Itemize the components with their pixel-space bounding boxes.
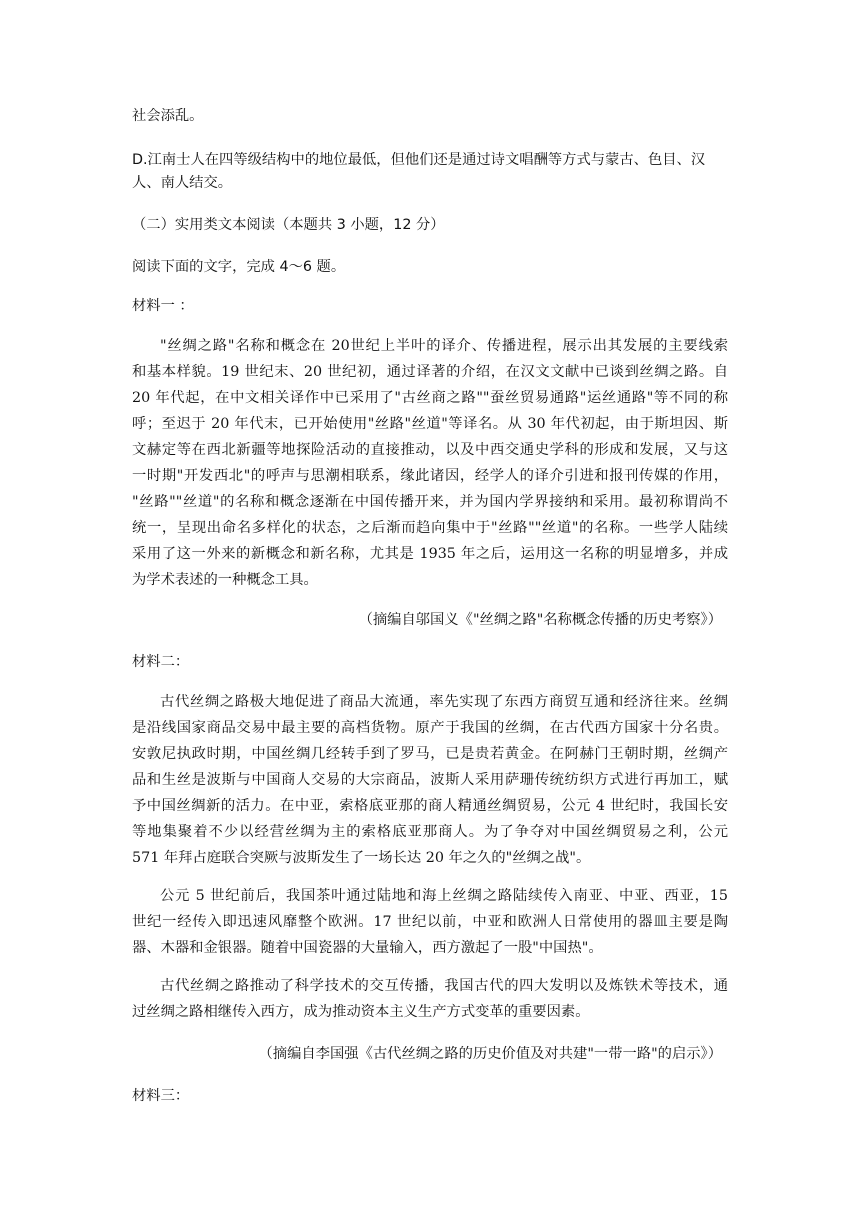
text-line: 安敦尼执政时期，中国丝绸几经转手到了罗马，已是贵若黄金。在阿赫门王朝时期，丝绸产 <box>132 746 728 762</box>
text-line: 和基本样貌。19 世纪末、20 世纪初，通过译著的介绍，在汉文文献中已谈到丝绸之路。自 <box>132 364 728 380</box>
text-line: 20 年代起，在中文相关译作中已采用了"古丝商之路""蚕丝贸易通路"运丝通路"等不同的称 <box>132 390 728 406</box>
section-heading: （二）实用类文本阅读（本题共 3 小题，12 分） <box>132 217 445 233</box>
text-line: 571 年拜占庭联合突厥与波斯发生了一场长达 20 年之久的"丝绸之战"。 <box>132 850 591 866</box>
text-line: "丝路""丝道"的名称和概念逐渐在中国传播开来，并为国内学界接纳和采用。最初称谓尚不 <box>132 494 728 510</box>
material-2-label: 材料二： <box>132 654 190 670</box>
text-line: 器、木器和金银器。随着中国瓷器的大量输入，西方激起了一股"中国热"。 <box>132 940 603 956</box>
option-c-tail: 社会添乱。 <box>132 108 204 124</box>
text-line: 公元 5 世纪前后，我国茶叶通过陆地和海上丝绸之路陆续传入南亚、中亚、西亚，15 <box>160 888 728 904</box>
material-2-source: （摘编自李国强《古代丝绸之路的历史价值及对共建"一带一路"的启示》） <box>258 1046 722 1062</box>
option-d-line-2: 人、南人结交。 <box>132 175 233 191</box>
text-line: 古代丝绸之路极大地促进了商品大流通，率先实现了东西方商贸互通和经济往来。丝绸 <box>160 694 728 710</box>
text-line: 一时期"开发西北"的呼声与思潮相联系，缘此诸因，经学人的译介引进和报刊传媒的作用， <box>132 468 728 484</box>
text-line: 是沿线国家商品交易中最主要的高档货物。原产于我国的丝绸，在古代西方国家十分名贵。 <box>132 720 728 736</box>
text-line: 采用了这一外来的新概念和新名称，尤其是 1935 年之后，运用这一名称的明显增多，并成 <box>132 546 728 562</box>
text-line: 文赫定等在西北新疆等地探险活动的直接推动，以及中西交通史学科的形成和发展，又与这 <box>132 442 728 458</box>
text-line: 呼；至迟于 20 年代末，已开始使用"丝路"丝道"等译名。从 30 年代初起，由于斯坦因、斯 <box>132 416 728 432</box>
text-line: 统一，呈现出命名多样化的状态，之后渐而趋向集中于"丝路""丝道"的名称。一些学人陆续 <box>132 520 728 536</box>
section-instruction: 阅读下面的文字，完成 4～6 题。 <box>132 259 346 275</box>
text-line: 等地集聚着不少以经营丝绸为主的索格底亚那商人。为了争夺对中国丝绸贸易之利，公元 <box>132 824 728 840</box>
text-line: 予中国丝绸新的活力。在中亚，索格底亚那的商人精通丝绸贸易，公元 4 世纪时，我国长安 <box>132 798 728 814</box>
material-1-source: （摘编自邬国义《"丝绸之路"名称概念传播的历史考察》） <box>358 612 722 628</box>
material-3-label: 材料三： <box>132 1088 190 1104</box>
text-line: "丝绸之路"名称和概念在 20世纪上半叶的译介、传播进程，展示出其发展的主要线索 <box>160 338 728 354</box>
option-d-line-1: D.江南士人在四等级结构中的地位最低，但他们还是通过诗文唱酬等方式与蒙古、色目、汉 <box>132 152 706 168</box>
text-line: 过丝绸之路相继传入西方，成为推动资本主义生产方式变革的重要因素。 <box>132 1004 590 1020</box>
material-1-label: 材料一 ： <box>132 298 194 314</box>
text-line: 世纪一经传入即迅速风靡整个欧洲。17 世纪以前，中亚和欧洲人日常使用的器皿主要是陶 <box>132 914 728 930</box>
text-line: 古代丝绸之路推动了科学技术的交互传播，我国古代的四大发明以及炼铁术等技术，通 <box>160 978 728 994</box>
text-line: 为学术表述的一种概念工具。 <box>132 572 318 588</box>
text-line: 品和生丝是波斯与中国商人交易的大宗商品，波斯人采用萨珊传统纺织方式进行再加工，赋 <box>132 772 728 788</box>
